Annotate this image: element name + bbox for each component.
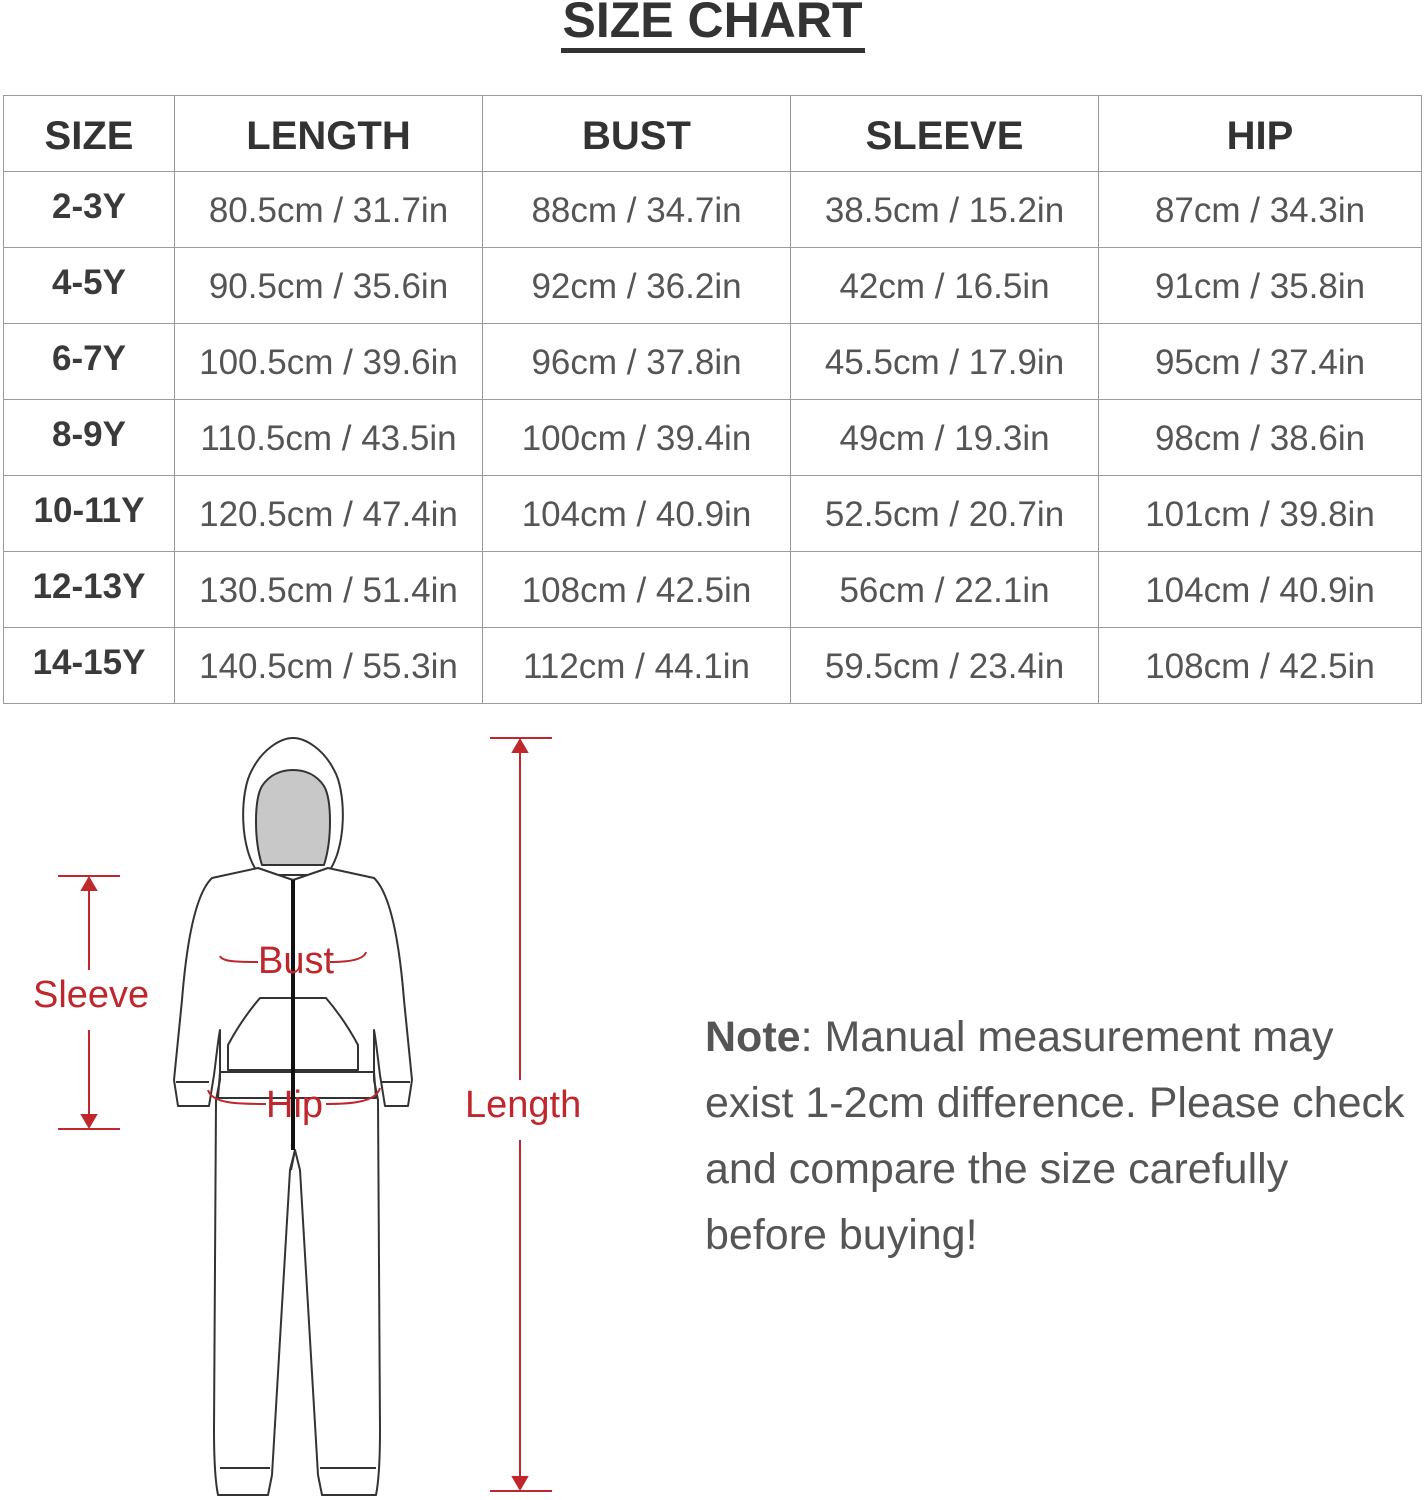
table-row — [4, 400, 1422, 476]
table-row — [4, 248, 1422, 324]
bust-cell: 96cm / 37.8in — [483, 324, 791, 400]
hood-inner — [256, 770, 330, 865]
note-label: Note — [705, 1013, 801, 1061]
size-cell: 2-3Y — [4, 172, 175, 248]
header-length: LENGTH — [175, 96, 483, 172]
header-size: SIZE — [4, 96, 175, 172]
table-row — [4, 476, 1422, 552]
length-arrow-down — [513, 1477, 527, 1489]
sleeve-cell: 56cm / 22.1in — [791, 552, 1099, 628]
hip-cell: 87cm / 34.3in — [1099, 172, 1422, 248]
size-cell: 4-5Y — [4, 248, 175, 324]
sleeve-cell: 59.5cm / 23.4in — [791, 628, 1099, 704]
bust-cell: 92cm / 36.2in — [483, 248, 791, 324]
sleeve-arrow-up — [82, 878, 96, 890]
sleeve-cell: 52.5cm / 20.7in — [791, 476, 1099, 552]
size-chart-title — [0, 0, 1425, 53]
hip-label: Hip — [266, 1084, 324, 1126]
hip-cell: 91cm / 35.8in — [1099, 248, 1422, 324]
bust-label: Bust — [258, 940, 335, 982]
sleeve-cell: 42cm / 16.5in — [791, 248, 1099, 324]
sleeve-cell: 49cm / 19.3in — [791, 400, 1099, 476]
bust-cell: 104cm / 40.9in — [483, 476, 791, 552]
table-header-row — [4, 96, 1422, 172]
bust-cell: 108cm / 42.5in — [483, 552, 791, 628]
measurement-note — [705, 1004, 1405, 1268]
size-cell: 12-13Y — [4, 552, 175, 628]
sleeve-cell: 45.5cm / 17.9in — [791, 324, 1099, 400]
bust-cell: 112cm / 44.1in — [483, 628, 791, 704]
size-cell: 10-11Y — [4, 476, 175, 552]
jumpsuit-measurement-diagram — [0, 700, 700, 1500]
table-row — [4, 552, 1422, 628]
size-cell: 6-7Y — [4, 324, 175, 400]
length-arrow-up — [513, 740, 527, 752]
note-text: : Manual measurement may exist 1-2cm difference. Please check and compare the size carefully before buying! — [705, 1013, 1405, 1259]
hip-cell: 101cm / 39.8in — [1099, 476, 1422, 552]
length-cell: 90.5cm / 35.6in — [175, 248, 483, 324]
header-hip: HIP — [1099, 96, 1422, 172]
length-cell: 120.5cm / 47.4in — [175, 476, 483, 552]
size-cell: 14-15Y — [4, 628, 175, 704]
sleeve-label: Sleeve — [33, 974, 150, 1016]
hip-cell: 104cm / 40.9in — [1099, 552, 1422, 628]
length-cell: 110.5cm / 43.5in — [175, 400, 483, 476]
sleeve-arrow-down — [82, 1115, 96, 1127]
length-cell: 140.5cm / 55.3in — [175, 628, 483, 704]
table-row — [4, 628, 1422, 704]
hip-cell: 95cm / 37.4in — [1099, 324, 1422, 400]
size-cell: 8-9Y — [4, 400, 175, 476]
bust-cell: 100cm / 39.4in — [483, 400, 791, 476]
table-row — [4, 324, 1422, 400]
header-sleeve: SLEEVE — [791, 96, 1099, 172]
size-table — [3, 95, 1422, 704]
table-row — [4, 172, 1422, 248]
header-bust: BUST — [483, 96, 791, 172]
bust-cell: 88cm / 34.7in — [483, 172, 791, 248]
jumpsuit-illustration — [0, 700, 700, 1500]
title-text: SIZE CHART — [561, 0, 865, 53]
hip-cell: 98cm / 38.6in — [1099, 400, 1422, 476]
length-cell: 100.5cm / 39.6in — [175, 324, 483, 400]
sleeve-cell: 38.5cm / 15.2in — [791, 172, 1099, 248]
length-cell: 80.5cm / 31.7in — [175, 172, 483, 248]
length-label: Length — [465, 1084, 582, 1126]
hip-cell: 108cm / 42.5in — [1099, 628, 1422, 704]
length-cell: 130.5cm / 51.4in — [175, 552, 483, 628]
